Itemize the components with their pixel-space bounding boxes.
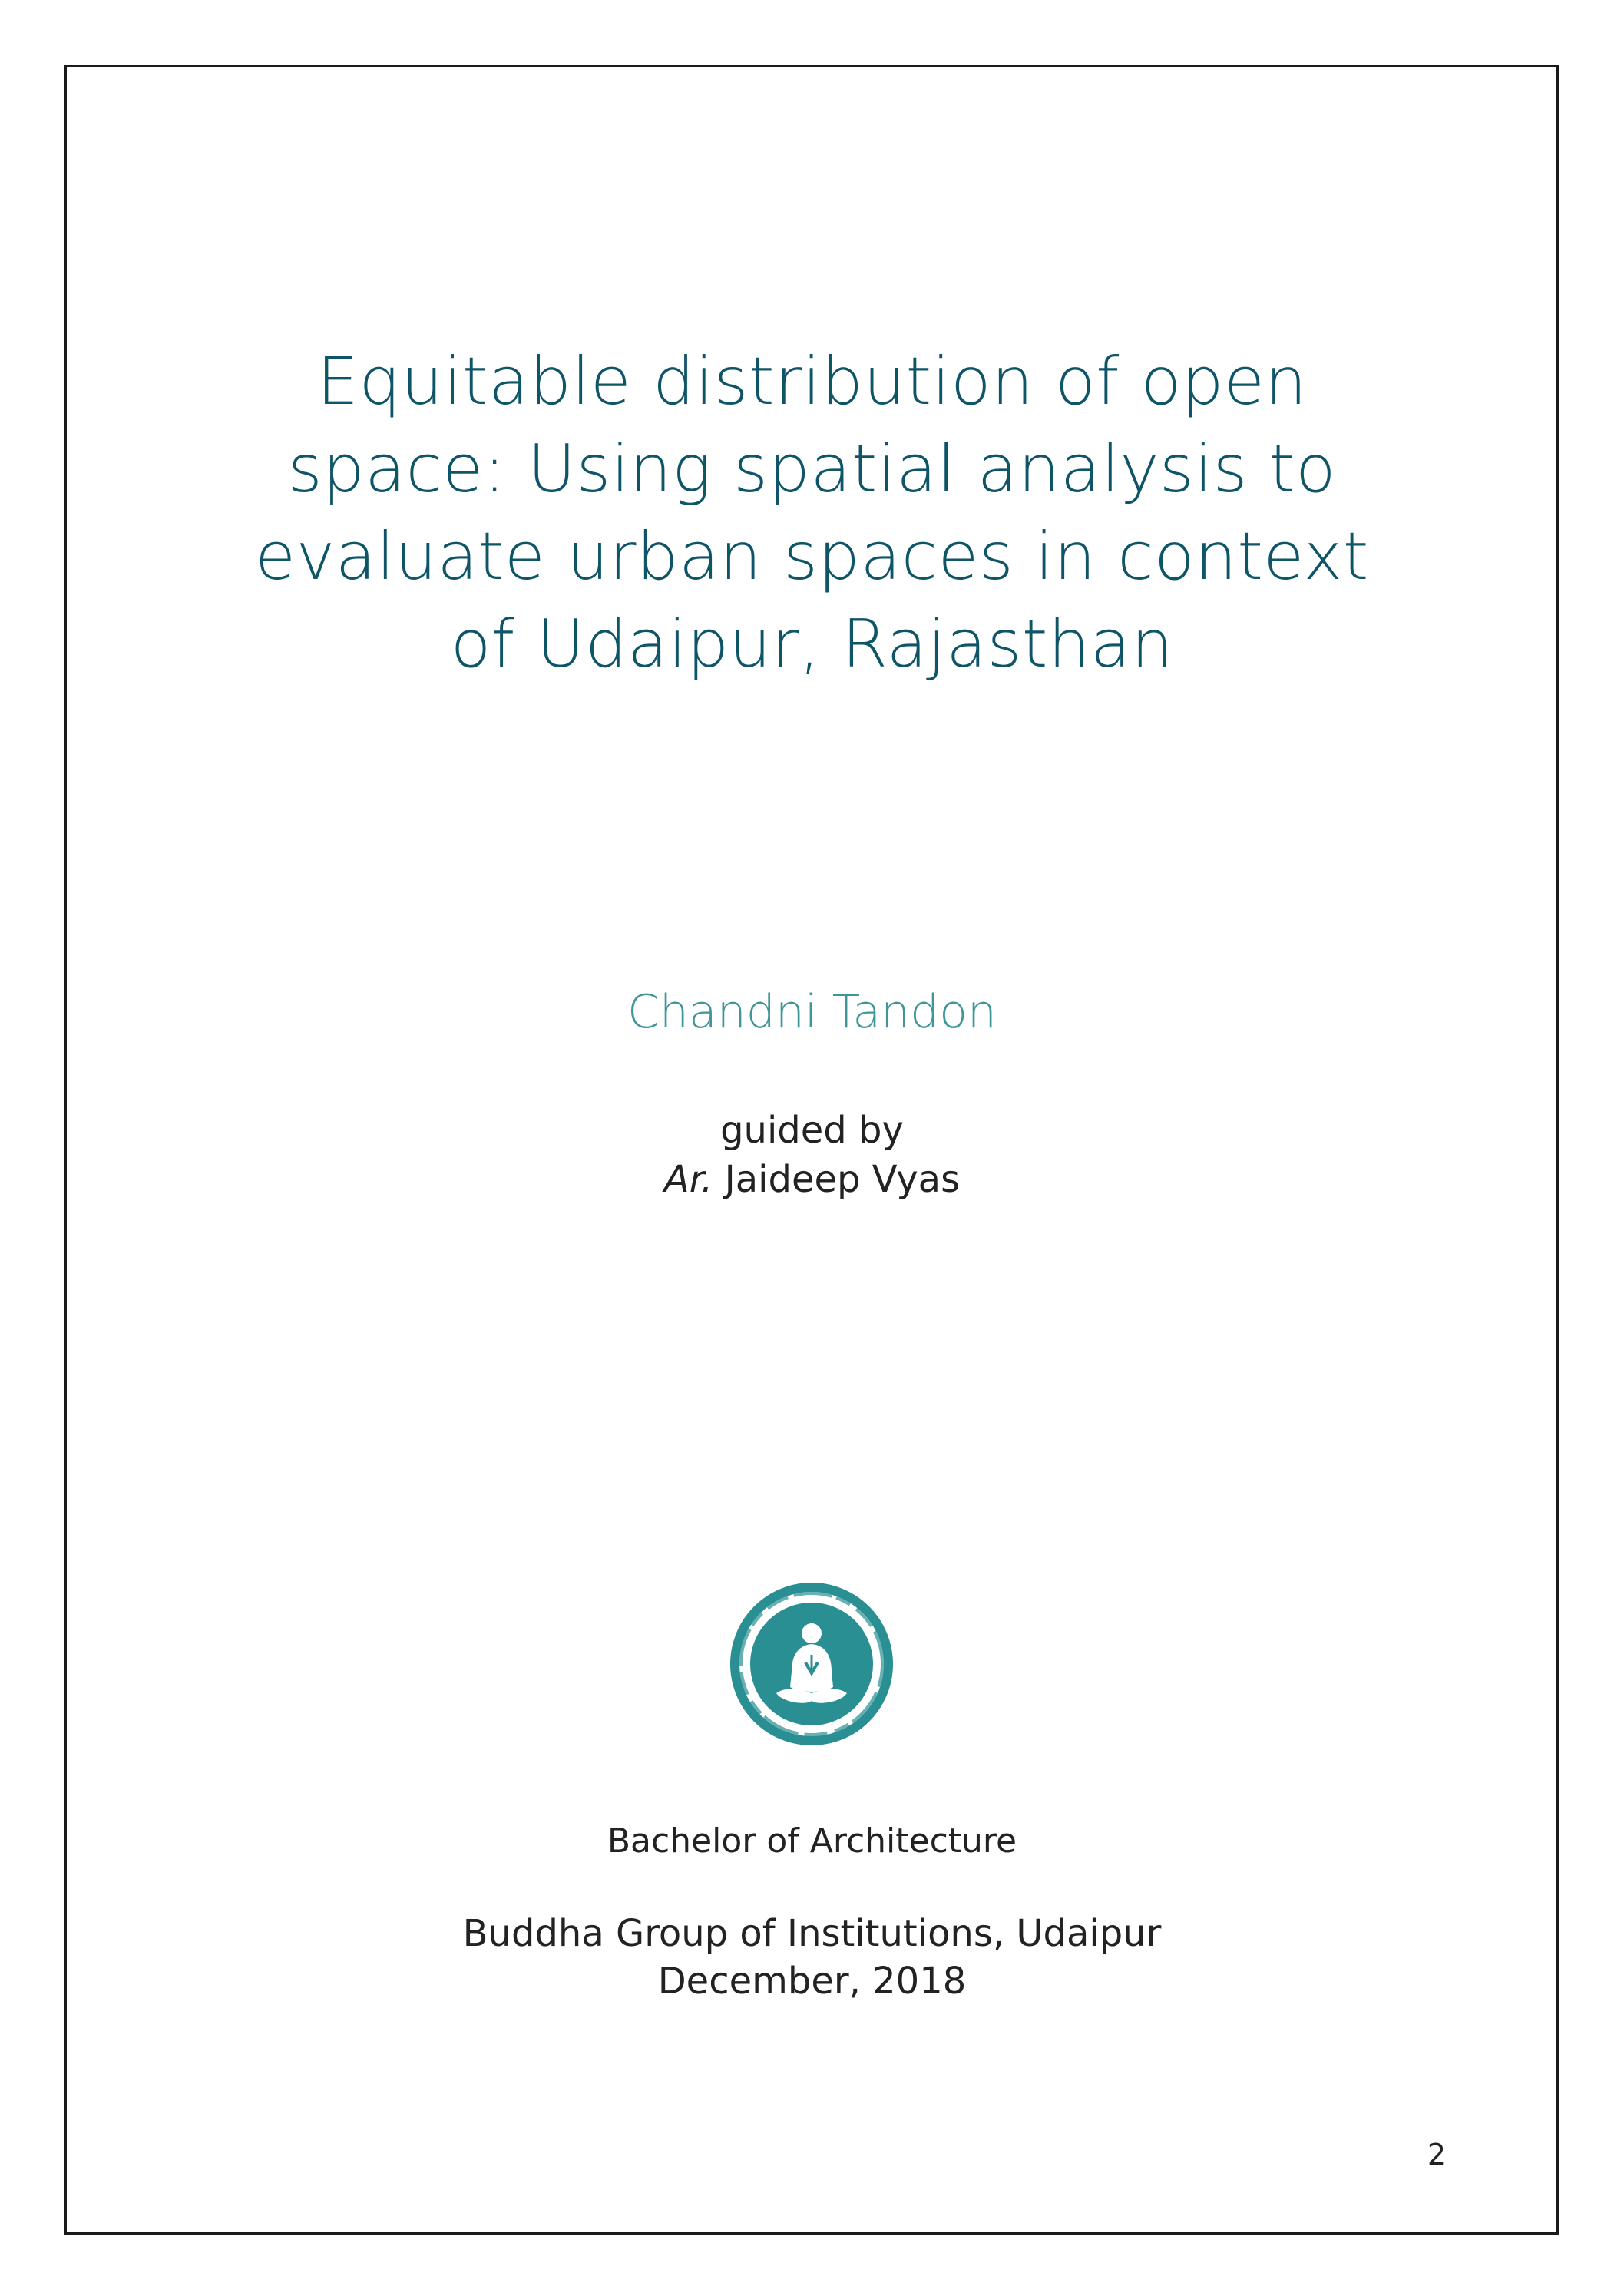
title-line-1: Equitable distribution of open [316, 343, 1308, 420]
guide-name-text: Jaideep Vyas [724, 1158, 961, 1201]
institution-block [0, 1910, 1624, 2005]
guide-block [0, 1106, 1624, 1204]
degree-text: Bachelor of Architecture [607, 1821, 1017, 1861]
title-line-2: space: Using spatial analysis to [287, 431, 1337, 508]
guided-by-label: guided by [720, 1109, 904, 1152]
submission-date: December, 2018 [657, 1960, 967, 2003]
author-name: Chandni Tandon [627, 985, 997, 1039]
title-line-3: evaluate urban spaces in context [255, 518, 1369, 595]
guide-name [0, 1155, 1624, 1204]
title-line-4: of Udaipur, Rajasthan [450, 606, 1174, 683]
institution-name: Buddha Group of Institutions, Udaipur [462, 1912, 1162, 1955]
guide-prefix: Ar. [663, 1158, 713, 1201]
buddha-logo-icon [726, 1578, 898, 1750]
document-title [115, 338, 1509, 688]
page-number: 2 [1427, 2138, 1446, 2172]
